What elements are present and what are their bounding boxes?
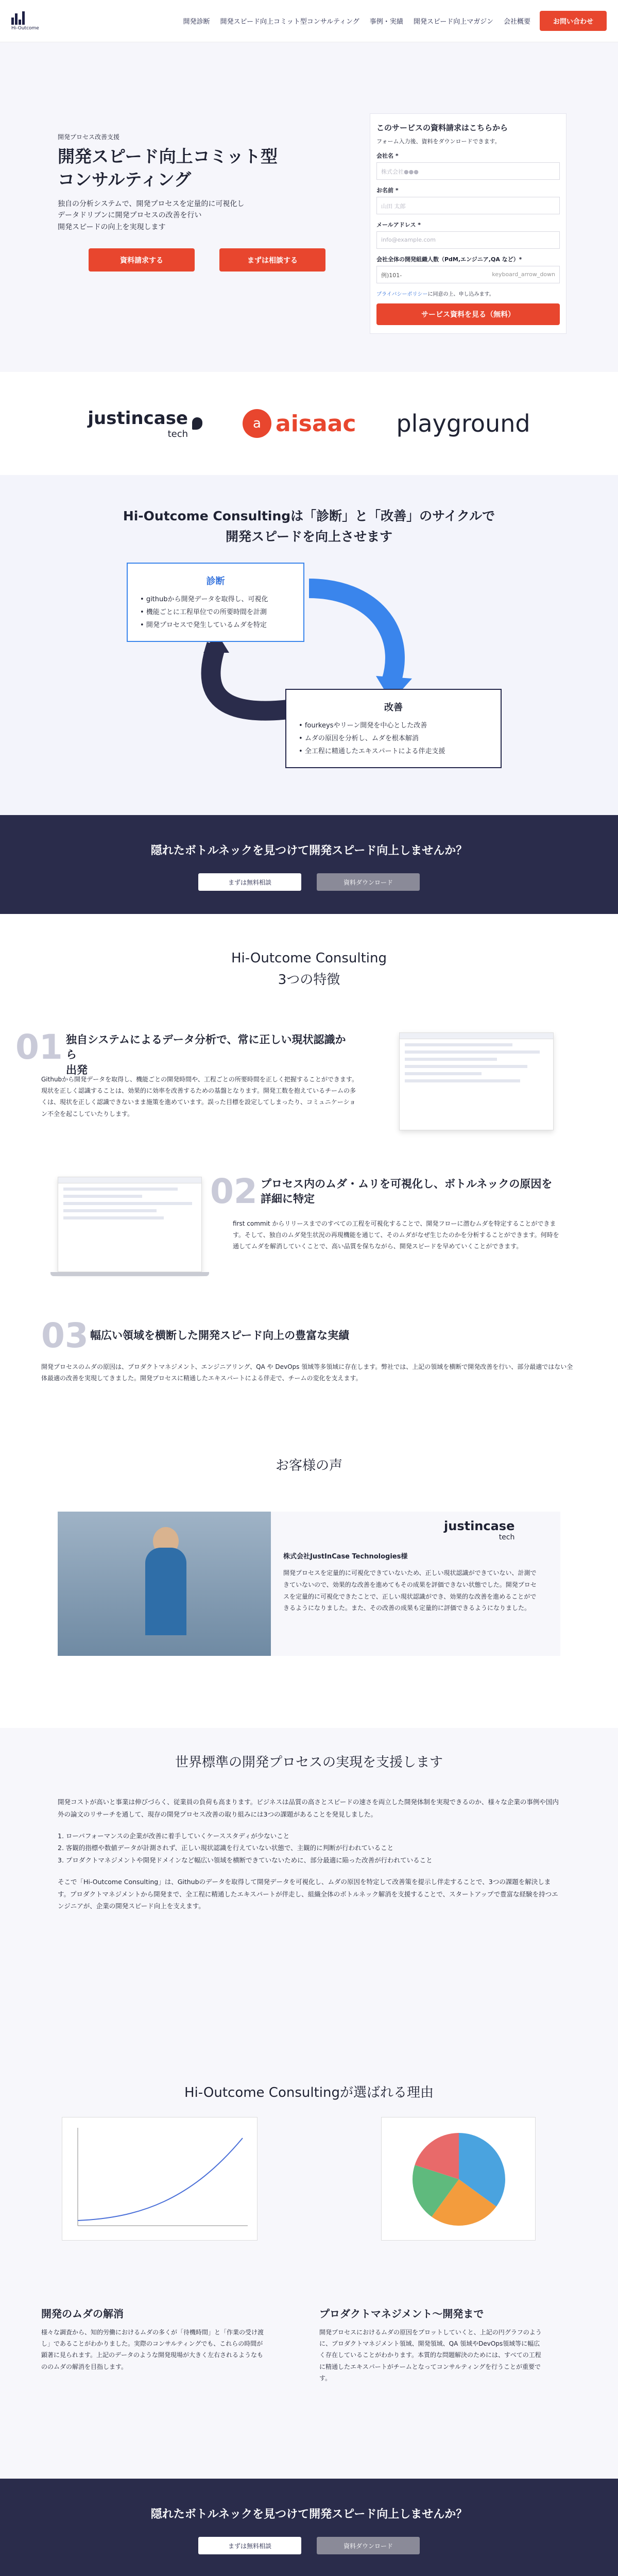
org-size-select[interactable] [376, 266, 560, 283]
feature-heading-line1: 独自システムによるデータ分析で、常に正しい現状認識から [66, 1033, 346, 1061]
nav-magazine[interactable]: 開発スピード向上マガジン [413, 18, 493, 26]
cta-banner [0, 2479, 618, 2576]
org-size-value: 例)101- [381, 272, 402, 279]
feature-heading-line1: プロセス内のムダ・ムリを可視化し、ボトルネックの原因を [261, 1178, 553, 1190]
feature-2-screenshot [58, 1177, 202, 1272]
feature-number: 02 [210, 1172, 258, 1211]
nav-cases[interactable]: 事例・実績 [369, 18, 403, 26]
cycle-title-line2: 開発スピードを向上させます [225, 529, 392, 544]
name-input[interactable] [376, 197, 560, 214]
reasons-section [0, 2082, 618, 2479]
diagnosis-item: • 開発プロセスで発生しているムダを特定 [140, 621, 267, 629]
feature-1-screenshot [399, 1032, 554, 1130]
cta-title: 隠れたボトルネックを見つけて開発スピード向上しませんか？ [150, 2508, 468, 2521]
aisaac-mark-icon: a [243, 409, 271, 438]
privacy-text: に同意の上、申し込みます。 [427, 292, 494, 297]
laptop-base [50, 1272, 209, 1276]
testimonial-company: 株式会社JustInCase Technologies様 [283, 1553, 408, 1561]
aisaac-text: aisaac [276, 410, 356, 437]
hero-copy [58, 132, 346, 272]
cta-download-button[interactable]: 資料ダウンロード [317, 873, 420, 891]
improvement-item-text: 全工程に精通したエキスパートによる伴走支援 [304, 747, 445, 755]
justincase-logo [88, 408, 202, 439]
reason-title: 開発のムダの解消 [41, 2308, 124, 2320]
features-title [0, 914, 618, 1032]
testimonial-logo [444, 1519, 514, 1541]
waste-curve-chart [62, 2117, 258, 2241]
hero-title-line2: コンサルティング [58, 169, 192, 190]
name-placeholder: 山田 太郎 [381, 203, 406, 210]
standard-section [0, 1728, 618, 2082]
diagnosis-card [127, 563, 304, 642]
request-docs-button[interactable]: 資料請求する [89, 248, 195, 272]
justincase-sub: tech [167, 428, 188, 439]
cta-download-button[interactable]: 資料ダウンロード [317, 2537, 420, 2554]
chevron-down-icon: keyboard_arrow_down [492, 271, 555, 278]
hero-desc-line1: 独自の分析システムで、開発プロセスを定量的に可視化し [58, 200, 245, 209]
reasons-visuals [0, 2117, 618, 2306]
hero-tag: 開発プロセス改善支援 [58, 133, 120, 141]
feature-heading-line2: 出発 [66, 1063, 88, 1076]
hero-section [0, 42, 618, 372]
aisaac-logo [243, 409, 356, 438]
consult-button[interactable]: まずは相談する [219, 248, 325, 272]
improvement-item-text: ムダの原因を分析し、ムダを根本解消 [304, 734, 419, 742]
reason-body: 開発プロセスにおけるムダの原因をプロットしていくと、上記の円グラフのように、プロダクトマネジメント領域、開発領域、QA 領域やDevOps領域等に幅広く存在していることがわかります。本質的な問題解決のためには、すべての工程に精通したエキスパートがチームとなってコンサルティングを行うことが重要です。 [319, 2329, 542, 2382]
standard-title: 世界標準の開発プロセスの実現を支援します [175, 1755, 443, 1770]
diagnosis-item-text: 開発プロセスで発生しているムダを特定 [146, 621, 267, 629]
diagnosis-item: • 機能ごとに工程単位での所要時間を計測 [140, 608, 267, 616]
feature-1 [0, 1027, 618, 1177]
client-logos [0, 372, 618, 475]
nav-company[interactable]: 会社概要 [503, 18, 530, 26]
standard-issue: 2. 客観的指標や数値データが計測されず、正しい現状認識を行えていない状態で、主観的に判断が行われていること [58, 1844, 394, 1852]
cta-consult-button[interactable]: まずは無料相談 [198, 873, 301, 891]
form-submit-button[interactable]: サービス資料を見る（無料） [376, 303, 560, 325]
company-placeholder: 株式会社●●● [381, 168, 419, 175]
testimonial-text: 開発プロセスを定量的に可視化できていないため、正しい現状認識ができていない、計測できていないので、効果的な改善を進めてもその成果を評価できない状態でした。開発プロセスを定量的に可視化できたことで、正しい現状認識ができ、効果的な改善を進めることができるようになりました。また、その改善の成果も定量的に評価できるようになりました。 [283, 1569, 537, 1612]
form-title: このサービスの資料請求はこちらから [376, 123, 508, 132]
reason-body: 様々な調査から、知的労働におけるムダの多くが「待機時間」と「作業の受け渡し」であることがわかりました。実際のコンサルティングでも、これらの時間が顕著に見られます。上記のデータのような開発現場が大きく左右されるようなもののムダの解消を目指します。 [41, 2329, 264, 2370]
justincase-mark-icon [192, 417, 202, 430]
hero-title-line1: 開発スピード向上コミット型 [58, 146, 278, 166]
diagnosis-item: • githubから開発データを取得し、可視化 [140, 596, 268, 604]
standard-paragraph: 開発コストが高いと事業は伸びづらく、従業員の負荷も高まります。ビジネスは品質の高さとスピードの速さを両立した開発体制を実現できるのか、様々な企業の事例や国内外の論文のリサーチを通して、現存の開発プロセス改善の取り組みには3つの課題があることを発見しました。 [58, 1798, 559, 1818]
blue-arc [309, 588, 395, 681]
privacy-policy-link[interactable]: プライバシーポリシー [376, 292, 428, 297]
improvement-title: 改善 [384, 702, 403, 713]
feature-heading [66, 1032, 354, 1078]
feature-heading-line2: 詳細に特定 [261, 1193, 315, 1206]
logo-text: Hi-Outcome [11, 25, 39, 31]
diagnosis-item-text: githubから開発データを取得し、可視化 [146, 596, 268, 604]
improvement-item: • ムダの原因を分析し、ムダを根本解消 [299, 734, 419, 742]
feature-body: 開発プロセスのムダの原因は、プロダクトマネジメント、エンジニアリング、QA や DevOps 領域等多領域に存在します。弊社では、上記の領域を横断で開発改善を行い、部分最適ではない全体最適の改善を実現してきました。開発プロセスに精通したエキスパートによる伴走で、チームの変化を支えます。 [41, 1363, 573, 1382]
hero-desc-line3: 開発スピードの向上を実現します [58, 223, 166, 231]
feature-body: first commit からリリースまでのすべての工程を可視化することで、開発フローに潜むムダを特定することができます。そして、独自のムダ発生状況の再現機能を通じて、そのムダがなぜ生じたのかを分析することができます。何時を通してムダを解消していくことで、高い品質を保ちながら、開発スピードを早めていくことができます。 [233, 1220, 559, 1250]
improvement-card [285, 689, 502, 768]
hero-description [58, 198, 346, 233]
features-title-line2: 3つの特徴 [278, 972, 340, 988]
improvement-item: • fourkeysやリーン開発を中心とした改善 [299, 722, 427, 730]
standard-paragraph: そこで「Hi-Outcome Consulting」は、Githubのデータを取得して開発データを可視化し、ムダの原因を特定して改善策を提示し伴走することで、3つの課題を解決します。プロダクトマネジメントから開発まで、全工程に精通したエキスパートが伴走し、組織全体のボトルネック解消を支援することで、スタートアップで豊富な経験を持つエンジニアが、企業の開発スピード向上を支えます。 [58, 1877, 558, 1910]
logo-mark-icon [11, 11, 25, 25]
standard-issue-list [58, 1830, 560, 1867]
reason-2 [319, 2306, 546, 2384]
company-label: 会社名 * [376, 152, 399, 159]
nav-consulting[interactable]: 開発スピード向上コミット型コンサルティング [220, 18, 359, 26]
feature-2 [0, 1172, 618, 1321]
hero-desc-line2: データドリブンに開発プロセスの改善を行い [58, 211, 202, 220]
cycle-section [0, 475, 618, 815]
navy-arc [211, 645, 288, 711]
hero-title [58, 145, 346, 191]
feature-number: 01 [15, 1027, 63, 1067]
form-note: フォーム入力後、資料をダウンロードできます。 [376, 138, 501, 145]
cycle-title-line1: Hi-Outcome Consultingは「診断」と「改善」のサイクルで [123, 509, 495, 523]
feature-body: Githubから開発データを取得し、機能ごとの開発時間や、工程ごとの所要時間を正しく把握することができます。現状を正しく認識することは、効果的に効率を改善するための基盤となります。開発工数を抱えているチームの多くは、現状を正しく認識できないまま施策を進めています。誤った目標を設定してしまったり、コミュニケーション不全を起こしていたりします。 [41, 1076, 358, 1117]
header-contact-button[interactable]: お問い合わせ [540, 11, 607, 31]
email-label: メールアドレス * [376, 222, 421, 228]
feature-heading: 幅広い領域を横断した開発スピード向上の豊富な実績 [90, 1329, 350, 1342]
email-input[interactable] [376, 231, 560, 249]
customer-photo [58, 1512, 271, 1656]
cta-consult-button[interactable]: まずは無料相談 [198, 2537, 301, 2554]
reason-title: プロダクトマネジメント〜開発まで [319, 2308, 484, 2320]
site-header [0, 0, 618, 42]
feature-heading [261, 1177, 580, 1207]
justincase-text: justincase [444, 1519, 515, 1533]
improvement-item-text: fourkeysやリーン開発を中心とした改善 [304, 722, 427, 730]
org-size-label: 会社全体の開発組織人数（PdM,エンジニア,QA など）* [376, 256, 522, 263]
name-label: お名前 * [376, 187, 399, 194]
feature-3 [0, 1316, 618, 1439]
waste-pie-chart [381, 2117, 536, 2241]
cta-title: 隠れたボトルネックを見つけて開発スピード向上しませんか？ [150, 844, 468, 857]
voice-title: お客様の声 [275, 1458, 342, 1473]
company-input[interactable] [376, 162, 560, 180]
features-section [0, 914, 618, 1439]
justincase-text: justincase [88, 408, 188, 429]
standard-body [0, 1796, 618, 2082]
diagnosis-title: 診断 [206, 576, 225, 587]
privacy-consent [376, 290, 560, 297]
cta-banner [0, 815, 618, 914]
playground-logo [396, 410, 530, 437]
email-placeholder: info@example.com [381, 236, 436, 243]
site-logo[interactable] [11, 11, 39, 31]
features-title-line1: Hi-Outcome Consulting [231, 951, 387, 966]
reasons-title: Hi-Outcome Consultingが選ばれる理由 [184, 2085, 434, 2100]
standard-issue: 3. プロダクトマネジメントや開発ドメインなど幅広い領域を横断できていないために、部分最適に陥った改善が行われていること [58, 1856, 433, 1864]
playground-text: playground [396, 410, 530, 437]
standard-issue: 1. ローパフォーマンスの企業が改善に着手していくケーススタディが少ないこと [58, 1832, 290, 1840]
testimonial-card [58, 1512, 560, 1656]
diagnosis-item-text: 機能ごとに工程単位での所要時間を計測 [146, 608, 267, 616]
reason-1 [41, 2306, 268, 2372]
main-nav [183, 16, 530, 26]
improvement-item: • 全工程に精通したエキスパートによる伴走支援 [299, 747, 445, 755]
justincase-sub: tech [499, 1533, 515, 1541]
voice-section [0, 1439, 618, 1728]
nav-dev-diagnosis[interactable]: 開発診断 [183, 18, 210, 26]
feature-number: 03 [41, 1316, 89, 1355]
doc-request-form [370, 113, 566, 334]
